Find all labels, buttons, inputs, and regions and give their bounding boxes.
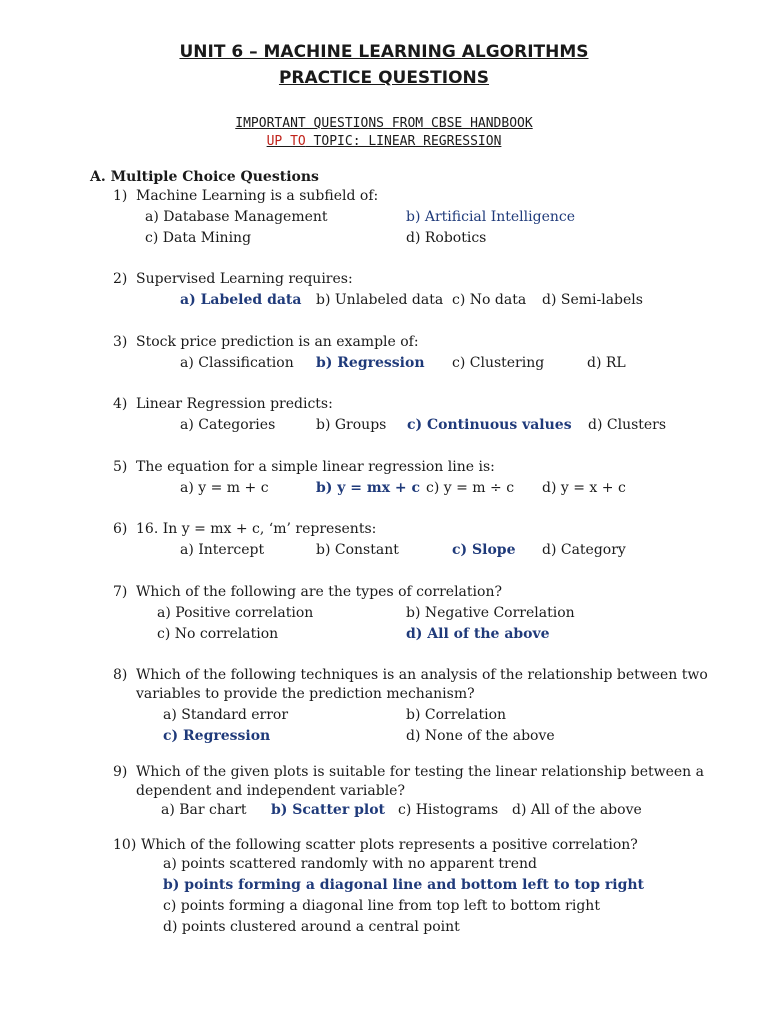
option-a: a) Bar chart (161, 802, 247, 818)
option-c: c) Data Mining (145, 230, 252, 246)
option-b: b) Negative Correlation (406, 605, 575, 621)
question-text: Machine Learning is a subfield of: (136, 188, 379, 204)
section-title: A. Multiple Choice Questions (90, 169, 319, 185)
option-a: a) Intercept (180, 542, 265, 558)
subtitle-line2 (0, 134, 768, 149)
question-number: 5) (113, 459, 128, 475)
option-d: d) RL (587, 355, 626, 371)
option-c-answer: c) Slope (452, 542, 516, 558)
option-c-answer: c) Continuous values (407, 417, 572, 433)
option-d: d) points clustered around a central point (163, 919, 460, 935)
option-d: d) Robotics (406, 230, 487, 246)
option-a: a) points scattered randomly with no apparent trend (163, 856, 537, 872)
option-c-answer: c) Regression (163, 728, 271, 744)
option-b: b) Groups (316, 417, 387, 433)
option-b-answer: b) Regression (316, 355, 425, 371)
question-text: Linear Regression predicts: (136, 396, 333, 412)
option-a: a) Standard error (163, 707, 289, 723)
option-d-answer: d) All of the above (406, 626, 550, 642)
option-d: d) Semi-labels (542, 292, 643, 308)
option-a-answer: a) Labeled data (180, 292, 302, 308)
option-b-answer: b) points forming a diagonal line and bottom left to top right (163, 877, 644, 893)
page-title-line1: UNIT 6 – MACHINE LEARNING ALGORITHMS (179, 42, 589, 62)
subtitle-line1: IMPORTANT QUESTIONS FROM CBSE HANDBOOK (235, 116, 533, 131)
option-a: a) y = m + c (180, 480, 269, 496)
option-b-answer: b) y = mx + c (316, 480, 421, 496)
option-c: c) points forming a diagonal line from top left to bottom right (163, 898, 600, 914)
question-text: Which of the following are the types of correlation? (136, 584, 502, 600)
option-b-answer: b) Scatter plot (271, 802, 385, 818)
option-a: a) Categories (180, 417, 276, 433)
option-c: c) No data (452, 292, 527, 308)
question-text: Supervised Learning requires: (136, 271, 353, 287)
subtitle-highlight: UP TO (266, 134, 306, 149)
question-number: 10) (113, 837, 137, 853)
option-c: c) Clustering (452, 355, 545, 371)
question-text: Which of the following scatter plots represents a positive correlation? (141, 837, 638, 853)
option-b: b) Correlation (406, 707, 507, 723)
option-d: d) Category (542, 542, 626, 558)
subtitle-rest: TOPIC: LINEAR REGRESSION (305, 134, 502, 149)
option-d: d) All of the above (512, 802, 642, 818)
option-d: d) None of the above (406, 728, 555, 744)
question-text: The equation for a simple linear regression line is: (136, 459, 495, 475)
option-d: d) Clusters (588, 417, 667, 433)
option-a: a) Database Management (145, 209, 328, 225)
option-a: a) Classification (180, 355, 294, 371)
question-text-cont: dependent and independent variable? (136, 783, 405, 799)
question-text: Which of the given plots is suitable for testing the linear relationship between a (136, 764, 704, 780)
option-d: d) y = x + c (542, 480, 626, 496)
question-text: 16. In y = mx + c, ‘m’ represents: (136, 521, 377, 537)
question-number: 4) (113, 396, 128, 412)
question-number: 1) (113, 188, 128, 204)
question-number: 9) (113, 764, 128, 780)
question-number: 6) (113, 521, 128, 537)
question-number: 8) (113, 667, 128, 683)
question-text-cont: variables to provide the prediction mechanism? (136, 686, 475, 702)
question-number: 2) (113, 271, 128, 287)
option-b: b) Unlabeled data (316, 292, 444, 308)
question-text: Stock price prediction is an example of: (136, 334, 419, 350)
question-number: 7) (113, 584, 128, 600)
question-text: Which of the following techniques is an analysis of the relationship between two (136, 667, 708, 683)
option-c: c) y = m ÷ c (426, 480, 515, 496)
option-a: a) Positive correlation (157, 605, 314, 621)
option-c: c) Histograms (398, 802, 499, 818)
question-number: 3) (113, 334, 128, 350)
option-c: c) No correlation (157, 626, 279, 642)
option-b-answer: b) Artificial Intelligence (406, 209, 575, 225)
page-title-line2: PRACTICE QUESTIONS (278, 68, 490, 88)
option-b: b) Constant (316, 542, 399, 558)
